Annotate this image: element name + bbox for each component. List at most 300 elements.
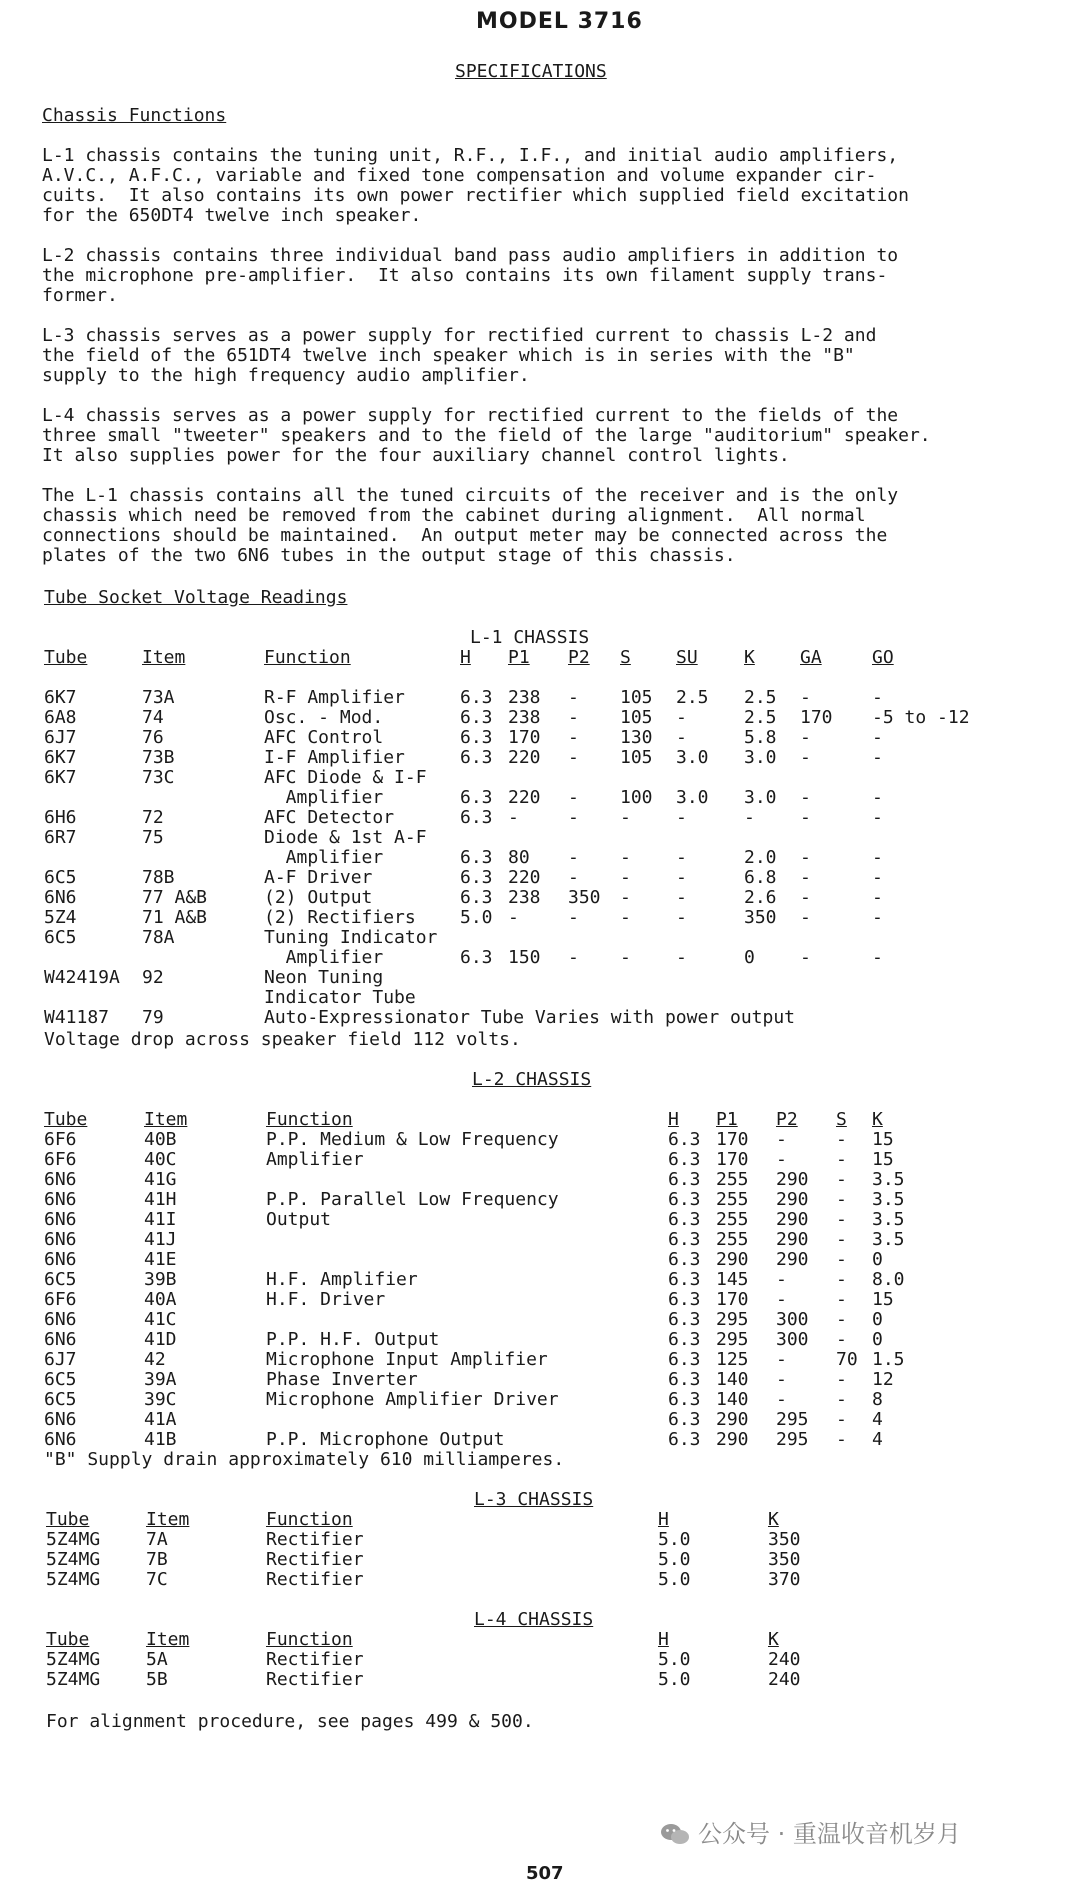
l2-cell-item: 41J [144, 1229, 177, 1250]
l2-cell-item: 42 [144, 1349, 166, 1370]
l1-cell-function: Indicator Tube [264, 987, 416, 1008]
l4-cell-item: 5B [146, 1669, 168, 1690]
l1-cell-function: A-F Driver [264, 867, 373, 888]
watermark [660, 1822, 961, 1846]
l1-cell-tube: 6R7 [44, 827, 77, 848]
l1-cell-function: Amplifier [264, 947, 384, 968]
l1-cell-h: 6.3 [460, 847, 493, 868]
l1-cell-item: 76 [142, 727, 164, 748]
l2-cell-p2: 300 [776, 1329, 809, 1350]
l2-cell-item: 41H [144, 1189, 177, 1210]
l1-cell-item: 74 [142, 707, 164, 728]
l2-cell-h: 6.3 [668, 1389, 701, 1410]
l2-cell-function: H.F. Amplifier [266, 1269, 418, 1290]
l4-header-tube: Tube [46, 1629, 90, 1650]
l2-cell-h: 6.3 [668, 1169, 701, 1190]
l1-cell-tube: 6C5 [44, 867, 77, 888]
l4-header-k: K [768, 1629, 779, 1650]
l1-cell-k: 3.0 [744, 747, 777, 768]
l1-header-s: S [620, 647, 631, 668]
l1-cell-p2: - [568, 787, 579, 808]
l2-cell-p2: 290 [776, 1169, 809, 1190]
l1-cell-p2: 350 [568, 887, 601, 908]
l2-cell-k: 3.5 [872, 1229, 905, 1250]
l3-cell-k: 350 [768, 1549, 801, 1570]
l1-cell-p1: 220 [508, 867, 541, 888]
l4-cell-k: 240 [768, 1669, 801, 1690]
l2-cell-function: Phase Inverter [266, 1369, 418, 1390]
l1-cell-p1: 220 [508, 747, 541, 768]
l2-cell-tube: 6C5 [44, 1369, 77, 1390]
l1-cell-ga: - [800, 847, 811, 868]
l2-cell-p1: 140 [716, 1389, 749, 1410]
l2-cell-k: 15 [872, 1149, 894, 1170]
l2-cell-p1: 290 [716, 1409, 749, 1430]
l1-cell-go: - [872, 887, 883, 908]
l1-cell-k: 0 [744, 947, 755, 968]
l2-cell-p1: 140 [716, 1369, 749, 1390]
l1-cell-function: Diode & 1st A-F [264, 827, 427, 848]
l2-cell-h: 6.3 [668, 1249, 701, 1270]
l2-cell-tube: 6N6 [44, 1329, 77, 1350]
wechat-icon [660, 1822, 690, 1846]
l1-cell-tube: 6A8 [44, 707, 77, 728]
l1-cell-s: - [620, 847, 631, 868]
l1-cell-go: - [872, 907, 883, 928]
l1-cell-function: Amplifier [264, 847, 384, 868]
l1-cell-su: - [676, 907, 687, 928]
l1-cell-p2: - [568, 947, 579, 968]
l1-note: Voltage drop across speaker field 112 volts. [44, 1029, 521, 1050]
l1-cell-h: 6.3 [460, 727, 493, 748]
l1-cell-tube: 6K7 [44, 767, 77, 788]
l2-cell-p1: 255 [716, 1229, 749, 1250]
l1-cell-tube: 6C5 [44, 927, 77, 948]
l1-cell-tube: 6K7 [44, 747, 77, 768]
l1-cell-go: - [872, 687, 883, 708]
l1-cell-ga: 170 [800, 707, 833, 728]
l1-cell-go: - [872, 947, 883, 968]
l1-cell-s: 105 [620, 747, 653, 768]
l2-cell-p2: - [776, 1349, 787, 1370]
l2-cell-h: 6.3 [668, 1189, 701, 1210]
l2-cell-k: 0 [872, 1309, 883, 1330]
l2-cell-tube: 6N6 [44, 1189, 77, 1210]
l2-cell-p2: 290 [776, 1209, 809, 1230]
l2-cell-function: Microphone Amplifier Driver [266, 1389, 559, 1410]
l1-cell-p2: - [568, 867, 579, 888]
l2-cell-h: 6.3 [668, 1289, 701, 1310]
l3-cell-function: Rectifier [266, 1569, 364, 1590]
l1-cell-item: 77 A&B [142, 887, 208, 908]
l1-cell-p1: - [508, 807, 519, 828]
l2-cell-h: 6.3 [668, 1129, 701, 1150]
l2-cell-p2: 290 [776, 1189, 809, 1210]
l2-cell-tube: 6N6 [44, 1429, 77, 1450]
l3-cell-tube: 5Z4MG [46, 1529, 101, 1550]
l2-cell-tube: 6F6 [44, 1149, 77, 1170]
l1-cell-tube: W42419A [44, 967, 120, 988]
l2-cell-k: 0 [872, 1329, 883, 1350]
l1-cell-h: 6.3 [460, 747, 493, 768]
l1-cell-function: Osc. - Mod. [264, 707, 384, 728]
l1-cell-function: AFC Control [264, 727, 384, 748]
l1-cell-p1: 150 [508, 947, 541, 968]
l2-cell-p2: - [776, 1269, 787, 1290]
l2-cell-function: Amplifier [266, 1149, 364, 1170]
l2-cell-item: 41C [144, 1309, 177, 1330]
l3-cell-function: Rectifier [266, 1549, 364, 1570]
l1-cell-p1: 238 [508, 687, 541, 708]
l1-cell-su: 3.0 [676, 747, 709, 768]
l3-cell-k: 350 [768, 1529, 801, 1550]
l2-cell-tube: 6C5 [44, 1269, 77, 1290]
l1-cell-p1: 238 [508, 887, 541, 908]
l1-cell-item: 92 [142, 967, 164, 988]
l2-cell-h: 6.3 [668, 1409, 701, 1430]
l1-cell-p1: 220 [508, 787, 541, 808]
l1-cell-function: R-F Amplifier [264, 687, 405, 708]
l1-cell-item: 78A [142, 927, 175, 948]
l1-cell-h: 6.3 [460, 947, 493, 968]
l1-cell-su: - [676, 707, 687, 728]
l1-header-su: SU [676, 647, 698, 668]
l1-cell-s: 100 [620, 787, 653, 808]
l1-cell-p2: - [568, 807, 579, 828]
l1-cell-item: 73B [142, 747, 175, 768]
l1-cell-ga: - [800, 867, 811, 888]
l2-cell-item: 39A [144, 1369, 177, 1390]
l1-cell-ga: - [800, 947, 811, 968]
l1-cell-su: - [676, 727, 687, 748]
l1-cell-tube: 6H6 [44, 807, 77, 828]
l2-cell-p1: 295 [716, 1329, 749, 1350]
l2-header-item: Item [144, 1109, 188, 1130]
l2-header-k: K [872, 1109, 883, 1130]
l2-cell-p2: 290 [776, 1229, 809, 1250]
voltage-readings-heading: Tube Socket Voltage Readings [44, 587, 348, 608]
l1-cell-function: AFC Diode & I-F [264, 767, 427, 788]
l2-note: "B" Supply drain approximately 610 milliamperes. [44, 1449, 565, 1470]
l1-cell-k: 2.5 [744, 707, 777, 728]
paragraph-l2: L-2 chassis contains three individual band pass audio amplifiers in addition to the microphone pre-amplifier. It also contains its own filament supply trans- former. [42, 245, 899, 306]
l1-cell-function: Amplifier [264, 787, 384, 808]
l2-cell-k: 12 [872, 1369, 894, 1390]
l2-cell-item: 40C [144, 1149, 177, 1170]
l2-cell-s: - [836, 1369, 847, 1390]
l2-cell-tube: 6N6 [44, 1409, 77, 1430]
l1-cell-function: Auto-Expressionator Tube Varies with power output [264, 1007, 796, 1028]
paragraph-alignment: The L-1 chassis contains all the tuned circuits of the receiver and is the only chassis which need be removed from the cabinet during alignment. All normal connections should be maintained. An output meter may be connected across the plates of the two 6N6 tubes in the output stage of this chassis. [42, 485, 899, 566]
chassis-functions-heading: Chassis Functions [42, 105, 227, 126]
l2-cell-function: P.P. Medium & Low Frequency [266, 1129, 559, 1150]
l2-cell-p1: 255 [716, 1189, 749, 1210]
l1-cell-k: 6.8 [744, 867, 777, 888]
l2-cell-item: 40A [144, 1289, 177, 1310]
l2-cell-p2: 290 [776, 1249, 809, 1270]
l2-cell-item: 41B [144, 1429, 177, 1450]
l2-cell-p1: 255 [716, 1209, 749, 1230]
l3-cell-function: Rectifier [266, 1529, 364, 1550]
l1-cell-tube: W41187 [44, 1007, 110, 1028]
l2-cell-item: 39B [144, 1269, 177, 1290]
l1-header-ga: GA [800, 647, 822, 668]
l1-cell-ga: - [800, 687, 811, 708]
l1-cell-h: 5.0 [460, 907, 493, 928]
l1-cell-su: - [676, 887, 687, 908]
l1-header-h: H [460, 647, 471, 668]
l1-header-p1: P1 [508, 647, 530, 668]
l2-cell-s: - [836, 1289, 847, 1310]
l2-cell-p2: 295 [776, 1429, 809, 1450]
l2-cell-s: - [836, 1329, 847, 1350]
l2-cell-h: 6.3 [668, 1149, 701, 1170]
l1-header-go: GO [872, 647, 894, 668]
l1-cell-ga: - [800, 727, 811, 748]
l1-cell-p2: - [568, 747, 579, 768]
l3-cell-h: 5.0 [658, 1549, 691, 1570]
watermark-text: 公众号 · 重温收音机岁月 [698, 1820, 961, 1848]
l3-cell-tube: 5Z4MG [46, 1549, 101, 1570]
l1-cell-item: 78B [142, 867, 175, 888]
l1-header-tube: Tube [44, 647, 88, 668]
l2-cell-p1: 255 [716, 1169, 749, 1190]
l2-cell-p1: 145 [716, 1269, 749, 1290]
l1-cell-go: - [872, 747, 883, 768]
l2-cell-h: 6.3 [668, 1309, 701, 1330]
l2-cell-p1: 125 [716, 1349, 749, 1370]
l1-cell-function: (2) Output [264, 887, 373, 908]
l2-cell-k: 8 [872, 1389, 883, 1410]
l1-cell-k: 350 [744, 907, 777, 928]
l2-cell-p2: - [776, 1389, 787, 1410]
l2-cell-s: - [836, 1189, 847, 1210]
l2-header-s: S [836, 1109, 847, 1130]
l1-cell-p2: - [568, 727, 579, 748]
l2-header-p1: P1 [716, 1109, 738, 1130]
l2-cell-s: - [836, 1209, 847, 1230]
l1-cell-su: 2.5 [676, 687, 709, 708]
l2-cell-function: Microphone Input Amplifier [266, 1349, 548, 1370]
l1-cell-go: - [872, 867, 883, 888]
l3-header-item: Item [146, 1509, 190, 1530]
l3-cell-item: 7C [146, 1569, 168, 1590]
l1-cell-function: I-F Amplifier [264, 747, 405, 768]
l1-cell-p1: 170 [508, 727, 541, 748]
l2-cell-p2: - [776, 1129, 787, 1150]
l3-cell-item: 7A [146, 1529, 168, 1550]
l1-cell-p1: 80 [508, 847, 530, 868]
l2-cell-tube: 6N6 [44, 1209, 77, 1230]
l1-cell-k: 2.6 [744, 887, 777, 908]
l2-cell-h: 6.3 [668, 1329, 701, 1350]
l2-cell-s: - [836, 1229, 847, 1250]
l2-cell-function: P.P. Parallel Low Frequency [266, 1189, 559, 1210]
l1-cell-h: 6.3 [460, 707, 493, 728]
l2-cell-function: H.F. Driver [266, 1289, 386, 1310]
l4-cell-k: 240 [768, 1649, 801, 1670]
l1-cell-p2: - [568, 707, 579, 728]
l2-header-h: H [668, 1109, 679, 1130]
l1-cell-su: 3.0 [676, 787, 709, 808]
l1-cell-item: 73A [142, 687, 175, 708]
l1-cell-s: - [620, 807, 631, 828]
l3-header-function: Function [266, 1509, 353, 1530]
l2-cell-k: 15 [872, 1129, 894, 1150]
l2-cell-p1: 295 [716, 1309, 749, 1330]
l2-cell-item: 40B [144, 1129, 177, 1150]
l3-cell-k: 370 [768, 1569, 801, 1590]
l2-cell-item: 41G [144, 1169, 177, 1190]
l2-cell-k: 15 [872, 1289, 894, 1310]
l2-header-function: Function [266, 1109, 353, 1130]
specifications-heading: SPECIFICATIONS [455, 61, 607, 82]
l1-cell-h: 6.3 [460, 867, 493, 888]
l4-header-function: Function [266, 1629, 353, 1650]
l1-cell-su: - [676, 807, 687, 828]
l1-cell-p2: - [568, 847, 579, 868]
l2-header-tube: Tube [44, 1109, 88, 1130]
l2-cell-k: 4 [872, 1429, 883, 1450]
l2-cell-h: 6.3 [668, 1209, 701, 1230]
l1-cell-s: - [620, 907, 631, 928]
l1-cell-go: - [872, 787, 883, 808]
l1-cell-k: 2.5 [744, 687, 777, 708]
l4-cell-function: Rectifier [266, 1649, 364, 1670]
l3-header-h: H [658, 1509, 669, 1530]
l2-cell-tube: 6F6 [44, 1129, 77, 1150]
l2-cell-s: 70 [836, 1349, 858, 1370]
l1-cell-function: Tuning Indicator [264, 927, 438, 948]
l2-cell-k: 3.5 [872, 1209, 905, 1230]
l1-cell-k: 2.0 [744, 847, 777, 868]
l1-cell-ga: - [800, 787, 811, 808]
l1-cell-item: 73C [142, 767, 175, 788]
l2-cell-function: P.P. Microphone Output [266, 1429, 505, 1450]
l4-header-h: H [658, 1629, 669, 1650]
l1-cell-s: - [620, 867, 631, 888]
paragraph-l1: L-1 chassis contains the tuning unit, R.F., I.F., and initial audio amplifiers, A.V.C., A.F.C., variable and fixed tone compensation and volume expander cir- cuits. It also contains its own power rectifier which supplied field excitation for the 650DT4 twelve inch speaker. [42, 145, 909, 226]
l3-cell-h: 5.0 [658, 1529, 691, 1550]
l2-cell-s: - [836, 1249, 847, 1270]
l2-cell-s: - [836, 1149, 847, 1170]
l2-cell-p2: - [776, 1369, 787, 1390]
l2-cell-tube: 6J7 [44, 1349, 77, 1370]
l4-cell-h: 5.0 [658, 1649, 691, 1670]
l3-title: L-3 CHASSIS [474, 1489, 594, 1510]
l1-cell-s: - [620, 947, 631, 968]
l1-cell-go: - [872, 847, 883, 868]
l2-cell-s: - [836, 1169, 847, 1190]
l1-cell-item: 79 [142, 1007, 164, 1028]
l1-cell-s: 105 [620, 687, 653, 708]
l1-cell-p2: - [568, 907, 579, 928]
l1-cell-tube: 6K7 [44, 687, 77, 708]
l2-cell-p1: 290 [716, 1429, 749, 1450]
l1-cell-su: - [676, 947, 687, 968]
l1-cell-ga: - [800, 907, 811, 928]
l1-cell-k: 3.0 [744, 787, 777, 808]
l4-cell-function: Rectifier [266, 1669, 364, 1690]
l2-cell-k: 1.5 [872, 1349, 905, 1370]
l3-cell-tube: 5Z4MG [46, 1569, 101, 1590]
l2-cell-s: - [836, 1269, 847, 1290]
l2-cell-k: 4 [872, 1409, 883, 1430]
l2-cell-tube: 6F6 [44, 1289, 77, 1310]
l2-cell-k: 3.5 [872, 1169, 905, 1190]
l1-cell-k: 5.8 [744, 727, 777, 748]
l1-cell-p1: 238 [508, 707, 541, 728]
l3-header-k: K [768, 1509, 779, 1530]
l2-cell-function: P.P. H.F. Output [266, 1329, 440, 1350]
l2-cell-item: 41D [144, 1329, 177, 1350]
l1-header-item: Item [142, 647, 186, 668]
l3-cell-item: 7B [146, 1549, 168, 1570]
l1-cell-item: 72 [142, 807, 164, 828]
l2-cell-k: 0 [872, 1249, 883, 1270]
l2-cell-k: 8.0 [872, 1269, 905, 1290]
l2-cell-h: 6.3 [668, 1269, 701, 1290]
l1-cell-h: 6.3 [460, 887, 493, 908]
l1-cell-go: -5 to -12 [872, 707, 970, 728]
l1-cell-tube: 6N6 [44, 887, 77, 908]
l1-cell-h: 6.3 [460, 807, 493, 828]
l2-cell-p1: 170 [716, 1149, 749, 1170]
l3-header-tube: Tube [46, 1509, 90, 1530]
l1-cell-s: 105 [620, 707, 653, 728]
l2-cell-tube: 6N6 [44, 1249, 77, 1270]
l1-cell-go: - [872, 807, 883, 828]
l2-cell-tube: 6N6 [44, 1229, 77, 1250]
page-number: 507 [526, 1863, 564, 1884]
l2-cell-item: 41E [144, 1249, 177, 1270]
l4-cell-tube: 5Z4MG [46, 1649, 101, 1670]
l1-cell-item: 75 [142, 827, 164, 848]
l1-cell-su: - [676, 867, 687, 888]
l1-cell-s: 130 [620, 727, 653, 748]
l1-header-k: K [744, 647, 755, 668]
l2-cell-p2: - [776, 1149, 787, 1170]
l2-cell-tube: 6N6 [44, 1169, 77, 1190]
l2-cell-s: - [836, 1409, 847, 1430]
l2-cell-p2: 295 [776, 1409, 809, 1430]
l2-cell-s: - [836, 1309, 847, 1330]
l1-cell-s: - [620, 887, 631, 908]
l1-cell-tube: 6J7 [44, 727, 77, 748]
l4-title: L-4 CHASSIS [474, 1609, 594, 1630]
l3-cell-h: 5.0 [658, 1569, 691, 1590]
l2-cell-h: 6.3 [668, 1369, 701, 1390]
l2-cell-p2: 300 [776, 1309, 809, 1330]
l2-cell-p1: 170 [716, 1129, 749, 1150]
l1-cell-p2: - [568, 687, 579, 708]
l2-cell-h: 6.3 [668, 1349, 701, 1370]
paragraph-l3: L-3 chassis serves as a power supply for rectified current to chassis L-2 and the field of the 651DT4 twelve inch speaker which is in series with the "B" supply to the high frequency audio amplifier. [42, 325, 877, 386]
l2-cell-s: - [836, 1389, 847, 1410]
l1-cell-ga: - [800, 807, 811, 828]
alignment-note: For alignment procedure, see pages 499 & 500. [46, 1711, 534, 1732]
l1-cell-item: 71 A&B [142, 907, 208, 928]
l4-header-item: Item [146, 1629, 190, 1650]
l1-cell-go: - [872, 727, 883, 748]
l1-cell-h: 6.3 [460, 787, 493, 808]
l1-cell-ga: - [800, 747, 811, 768]
l1-cell-ga: - [800, 887, 811, 908]
l2-cell-item: 41A [144, 1409, 177, 1430]
l2-cell-h: 6.3 [668, 1229, 701, 1250]
l2-cell-p2: - [776, 1289, 787, 1310]
l2-cell-tube: 6C5 [44, 1389, 77, 1410]
